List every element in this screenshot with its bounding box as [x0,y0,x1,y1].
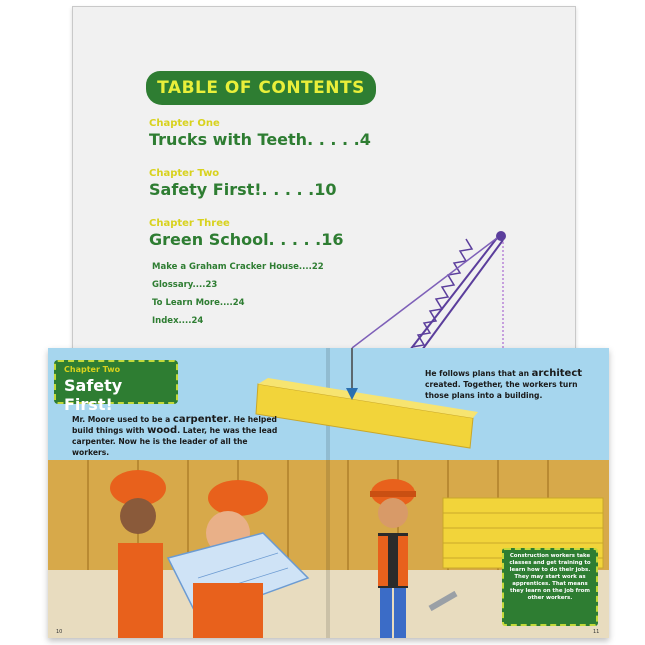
vocab-carpenter: carpenter [172,414,229,425]
toc-item-glossary: Glossary....23 [152,280,218,290]
left-page-text [72,414,282,458]
right-page-text [425,368,595,401]
chapter-tag-title: Safety First! [64,376,123,414]
chapter-two-title: Safety First!. . . . .10 [149,180,337,199]
chapter-tag [54,360,178,414]
toc-heading: TABLE OF CONTENTS [146,71,376,105]
toc-item-activity: Make a Graham Cracker House....22 [152,262,324,272]
right-text-part-2: created. Together, the workers turn those plans into a building. [425,380,578,400]
toc-item-index: Index....24 [152,316,204,326]
vocab-architect: architect [531,368,583,379]
toc-item-learn-more: To Learn More....24 [152,298,245,308]
vocab-wood: wood [147,425,178,436]
book-spread [48,348,609,638]
fact-box: Construction workers take classes and get training to learn how to do their jobs. They may start work as apprentices. That means they learn on the job from other workers. [502,548,598,626]
left-text-part-3: . Later, he was the lead carpenter. Now he is the leader of all the workers. [72,426,278,457]
page-number-left: 10 [56,629,63,635]
page-number-right: 11 [593,629,600,635]
chapter-one-title: Trucks with Teeth. . . . .4 [149,130,371,149]
left-text-part-2: . He helped build things with [72,415,277,435]
chapter-three-label: Chapter Three [149,218,230,229]
right-text-part-1: He follows plans that an [425,369,532,378]
chapter-one-label: Chapter One [149,118,220,129]
chapter-tag-label: Chapter Two [64,365,121,374]
chapter-two-label: Chapter Two [149,168,220,179]
chapter-three-title: Green School. . . . .16 [149,230,344,249]
left-text-part-1: Mr. Moore used to be a [72,415,173,424]
